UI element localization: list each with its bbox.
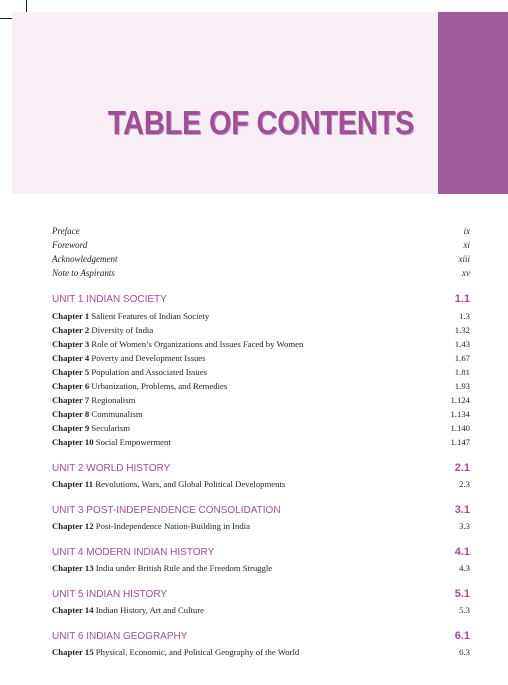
chapter-number: Chapter 8	[52, 409, 90, 419]
chapter-number: Chapter 7	[52, 395, 90, 405]
chapter-row-label	[52, 325, 153, 335]
chapter-row-label	[52, 339, 303, 349]
unit-heading[interactable]	[52, 630, 470, 644]
units-list	[52, 293, 470, 661]
chapter-number: Chapter 9	[52, 423, 90, 433]
chapter-list	[52, 647, 470, 661]
chapter-title: Role of Women’s Organizations and Issues Faced by Women	[91, 339, 304, 349]
chapter-row[interactable]	[52, 521, 470, 535]
unit-heading-page: 6.1	[454, 630, 470, 642]
chapter-title: Salient Features of Indian Society	[91, 311, 210, 321]
chapter-title: Social Empowerment	[95, 437, 171, 447]
chapter-row-label	[52, 423, 130, 433]
chapter-row[interactable]	[52, 479, 470, 493]
chapter-number: Chapter 13	[52, 563, 94, 573]
chapter-row-page: 4.3	[459, 563, 470, 573]
header-accent-block	[438, 12, 508, 194]
chapter-title: Secularism	[91, 423, 131, 433]
chapter-row-page: 6.3	[459, 647, 470, 657]
chapter-row-page: 1.140	[450, 423, 470, 433]
front-matter-item[interactable]	[52, 254, 470, 268]
chapter-row-page: 1.81	[454, 367, 470, 377]
chapter-row-label	[52, 367, 207, 377]
front-matter-item-page: ix	[463, 226, 470, 236]
chapter-row-label	[52, 437, 171, 447]
table-of-contents	[52, 226, 470, 661]
unit-heading-page: 5.1	[454, 588, 470, 600]
unit-heading-label: UNIT 4 MODERN INDIAN HISTORY	[52, 547, 215, 558]
chapter-number: Chapter 3	[52, 339, 90, 349]
front-matter-item-page: xiii	[458, 254, 470, 264]
unit-heading-label: UNIT 2 WORLD HISTORY	[52, 463, 171, 474]
chapter-row-label	[52, 479, 285, 489]
chapter-row-page: 1.3	[459, 311, 470, 321]
unit-heading-page: 4.1	[454, 546, 470, 558]
chapter-title: Revolutions, Wars, and Global Political Developments	[95, 479, 286, 489]
front-matter-item[interactable]	[52, 268, 470, 282]
unit-heading[interactable]	[52, 588, 470, 602]
chapter-number: Chapter 14	[52, 605, 94, 615]
chapter-list	[52, 563, 470, 577]
chapter-number: Chapter 2	[52, 325, 90, 335]
chapter-row-label	[52, 605, 204, 615]
chapter-row-label	[52, 395, 135, 405]
chapter-list	[52, 521, 470, 535]
front-matter-item[interactable]	[52, 240, 470, 254]
page-title: TABLE OF CONTENTS	[107, 104, 415, 141]
chapter-row-page: 1.93	[454, 381, 470, 391]
unit-heading[interactable]	[52, 504, 470, 518]
chapter-number: Chapter 10	[52, 437, 94, 447]
chapter-title: Diversity of India	[91, 325, 154, 335]
chapter-row[interactable]	[52, 311, 470, 325]
chapter-number: Chapter 12	[52, 521, 94, 531]
chapter-row[interactable]	[52, 647, 470, 661]
chapter-title: Regionalism	[91, 395, 136, 405]
chapter-list	[52, 479, 470, 493]
chapter-row[interactable]	[52, 367, 470, 381]
chapter-row-label	[52, 409, 143, 419]
chapter-row[interactable]	[52, 437, 470, 451]
chapter-number: Chapter 1	[52, 311, 90, 321]
chapter-row[interactable]	[52, 605, 470, 619]
chapter-number: Chapter 6	[52, 381, 90, 391]
chapter-row-label	[52, 311, 209, 321]
unit-heading-label: UNIT 1 INDIAN SOCIETY	[52, 294, 167, 305]
chapter-title: Physical, Economic, and Political Geography of the World	[95, 647, 300, 657]
chapter-row[interactable]	[52, 325, 470, 339]
chapter-row-page: 1.67	[454, 353, 470, 363]
chapter-number: Chapter 4	[52, 353, 90, 363]
chapter-row-page: 1.134	[450, 409, 470, 419]
unit-heading-label: UNIT 3 POST-INDEPENDENCE CONSOLIDATION	[52, 505, 281, 516]
chapter-row[interactable]	[52, 339, 470, 353]
chapter-title: Indian History, Art and Culture	[95, 605, 205, 615]
unit-heading-label: UNIT 6 INDIAN GEOGRAPHY	[52, 631, 188, 642]
front-matter-item-label: Preface	[52, 226, 80, 236]
chapter-number: Chapter 11	[52, 479, 94, 489]
chapter-list	[52, 605, 470, 619]
chapter-row-page: 1.147	[450, 437, 470, 447]
chapter-row-label	[52, 563, 272, 573]
unit-heading-page: 3.1	[454, 504, 470, 516]
chapter-row[interactable]	[52, 563, 470, 577]
chapter-row[interactable]	[52, 395, 470, 409]
chapter-row[interactable]	[52, 353, 470, 367]
front-matter-item-label: Note to Aspirants	[52, 268, 115, 278]
unit-heading-page: 1.1	[454, 293, 470, 305]
front-matter-item-label: Foreword	[52, 240, 88, 250]
unit-heading[interactable]	[52, 462, 470, 476]
header-band	[12, 12, 438, 194]
chapter-row-page: 5.3	[459, 605, 470, 615]
chapter-title: Population and Associated Issues	[91, 367, 208, 377]
front-matter-item-page: xv	[462, 268, 470, 278]
chapter-row-page: 1.124	[450, 395, 470, 405]
chapter-row[interactable]	[52, 423, 470, 437]
unit-heading-label: UNIT 5 INDIAN HISTORY	[52, 589, 168, 600]
chapter-row-page: 1.32	[454, 325, 470, 335]
chapter-row-label	[52, 521, 250, 531]
chapter-title: Post-Independence Nation-Building in India	[95, 521, 250, 531]
unit-heading[interactable]	[52, 546, 470, 560]
chapter-row[interactable]	[52, 409, 470, 423]
front-matter-item-page: xi	[463, 240, 470, 250]
chapter-title: India under British Rule and the Freedom Struggle	[95, 563, 273, 573]
chapter-row-page: 2.3	[459, 479, 470, 489]
unit-heading-page: 2.1	[454, 462, 470, 474]
chapter-title: Poverty and Development Issues	[91, 353, 206, 363]
front-matter-item[interactable]	[52, 226, 470, 240]
chapter-row-page: 1.43	[454, 339, 470, 349]
front-matter-list	[52, 226, 470, 282]
unit-heading[interactable]	[52, 293, 470, 307]
chapter-row-label	[52, 381, 227, 391]
chapter-row-label	[52, 353, 206, 363]
chapter-number: Chapter 15	[52, 647, 94, 657]
chapter-row-page: 3.3	[459, 521, 470, 531]
chapter-title: Urbanization, Problems, and Remedies	[91, 381, 228, 391]
front-matter-item-label: Acknowledgement	[52, 254, 118, 264]
chapter-title: Communalism	[91, 409, 143, 419]
chapter-number: Chapter 5	[52, 367, 90, 377]
chapter-row-label	[52, 647, 299, 657]
chapter-row[interactable]	[52, 381, 470, 395]
chapter-list	[52, 311, 470, 451]
